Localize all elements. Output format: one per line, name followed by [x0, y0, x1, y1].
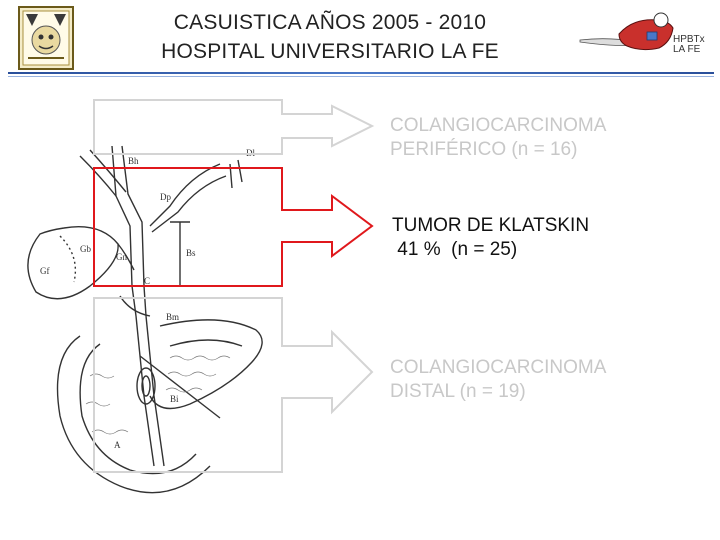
diagram-label-dl: Dl	[246, 148, 255, 158]
diagram-label-a: A	[114, 440, 121, 450]
item-klatskin-line-2: 41 % (n = 25)	[392, 239, 518, 260]
diagram-label-gf: Gf	[40, 266, 50, 276]
diagram-label-dp: Dp	[160, 192, 171, 202]
right-logo-line-1: HPBTx	[673, 34, 705, 45]
item-distal-line-2: DISTAL (n = 19)	[390, 381, 526, 402]
arrow-distal	[94, 298, 372, 472]
item-klatskin	[392, 214, 589, 262]
diagram-label-gn: Gn	[116, 252, 127, 262]
item-peripheral-line-2: PERIFÉRICO (n = 16)	[390, 139, 578, 160]
diagram-label-gb: Gb	[80, 244, 91, 254]
right-logo-line-2: LA FE	[673, 44, 701, 55]
arrow-klatskin	[94, 168, 372, 286]
diagram-label-bi: Bi	[170, 394, 179, 404]
item-peripheral	[390, 114, 606, 162]
diagram-label-bs: Bs	[186, 248, 196, 258]
diagram-label-bh: Bh	[128, 156, 139, 166]
item-peripheral-line-1: COLANGIOCARCINOMA	[390, 115, 607, 136]
item-distal-line-1: COLANGIOCARCINOMA	[390, 357, 607, 378]
diagram-label-c: C	[144, 276, 151, 286]
diagram-label-bm: Bm	[166, 312, 180, 322]
item-klatskin-line-1: TUMOR DE KLATSKIN	[392, 215, 590, 236]
item-distal	[390, 356, 606, 404]
title-line-2: HOSPITAL UNIVERSITARIO LA FE	[161, 40, 499, 63]
arrow-peripheral	[94, 100, 372, 154]
title-line-1: CASUISTICA AÑOS 2005 - 2010	[173, 11, 487, 34]
